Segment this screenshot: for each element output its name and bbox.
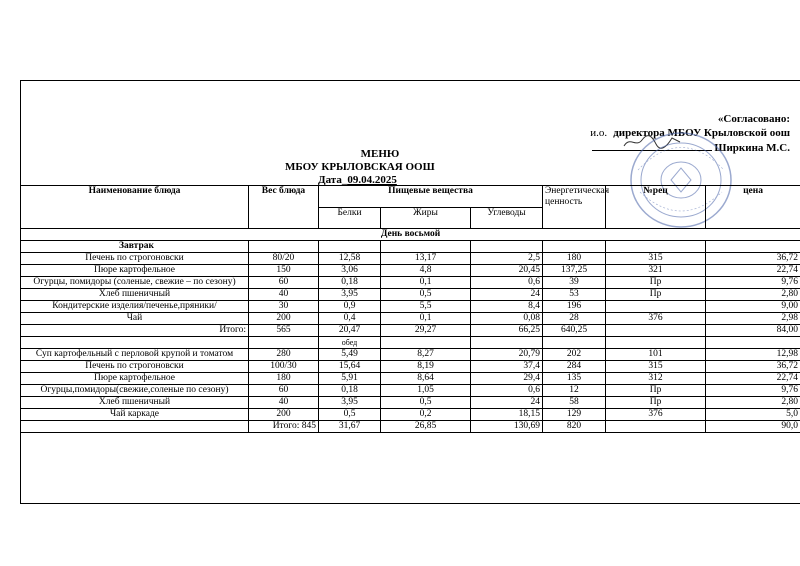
dish-energy: 53	[543, 289, 606, 301]
dish-weight: 60	[249, 277, 319, 289]
breakfast-row	[21, 253, 800, 265]
lunch-total-price: 90,0	[706, 421, 800, 433]
lunch-row	[21, 409, 800, 421]
dish-energy: 12	[543, 385, 606, 397]
dish-energy: 137,25	[543, 265, 606, 277]
dish-recipe: Пр	[606, 277, 706, 289]
dish-name: Хлеб пшеничный	[21, 397, 249, 409]
dish-name: Хлеб пшеничный	[21, 289, 249, 301]
col-price-header: цена	[706, 186, 800, 229]
dish-carbs: 24	[471, 397, 543, 409]
dish-price: 36,72	[706, 253, 800, 265]
dish-fat: 0,5	[381, 289, 471, 301]
lunch-total-fat: 26,85	[381, 421, 471, 433]
col-protein-header: Белки	[319, 207, 381, 229]
lunch-total-label: Итого: 845	[249, 421, 319, 433]
dish-fat: 1,05	[381, 385, 471, 397]
approval-heading: «Согласовано:	[717, 113, 790, 125]
lunch-total-row	[21, 421, 800, 433]
dish-price: 9,76	[706, 277, 800, 289]
dish-name: Печень по строгоновски	[21, 361, 249, 373]
breakfast-total-label: Итого:	[21, 325, 249, 337]
dish-fat: 0,1	[381, 313, 471, 325]
dish-fat: 0,5	[381, 397, 471, 409]
dish-name: Суп картофельный с перловой крупой и томатом	[21, 349, 249, 361]
col-name-header: Наименование блюда	[21, 186, 249, 229]
dish-price: 9,76	[706, 385, 800, 397]
dish-protein: 5,49	[319, 349, 381, 361]
dish-protein: 3,06	[319, 265, 381, 277]
dish-energy: 28	[543, 313, 606, 325]
dish-price: 22,74	[706, 265, 800, 277]
dish-energy: 129	[543, 409, 606, 421]
dish-carbs: 20,79	[471, 349, 543, 361]
dish-carbs: 18,15	[471, 409, 543, 421]
dish-protein: 3,95	[319, 289, 381, 301]
dish-price: 36,72	[706, 361, 800, 373]
breakfast-total-protein: 20,47	[319, 325, 381, 337]
dish-price: 2,80	[706, 289, 800, 301]
dish-protein: 15,64	[319, 361, 381, 373]
lunch-label: обед	[319, 337, 381, 349]
dish-recipe	[606, 301, 706, 313]
menu-date: Дата_09.04.2025	[318, 174, 397, 186]
col-fat-header: Жиры	[381, 207, 471, 229]
dish-price: 5,0	[706, 409, 800, 421]
breakfast-total-weight: 565	[249, 325, 319, 337]
menu-title: МЕНЮ	[360, 148, 400, 160]
dish-fat: 0,1	[381, 277, 471, 289]
lunch-total-carbs: 130,69	[471, 421, 543, 433]
dish-protein: 0,9	[319, 301, 381, 313]
dish-energy: 284	[543, 361, 606, 373]
dish-recipe: 101	[606, 349, 706, 361]
dish-weight: 200	[249, 409, 319, 421]
breakfast-label: Завтрак	[21, 241, 249, 253]
lunch-row	[21, 361, 800, 373]
dish-weight: 40	[249, 289, 319, 301]
dish-carbs: 37,4	[471, 361, 543, 373]
dish-energy: 202	[543, 349, 606, 361]
dish-protein: 5,91	[319, 373, 381, 385]
breakfast-rows	[21, 253, 800, 325]
lunch-label-row	[21, 337, 800, 349]
dish-protein: 12,58	[319, 253, 381, 265]
dish-protein: 0,18	[319, 277, 381, 289]
dish-fat: 8,64	[381, 373, 471, 385]
dish-carbs: 0,08	[471, 313, 543, 325]
date-label: Дата	[318, 174, 342, 186]
school-name: МБОУ КРЫЛОВСКАЯ ООШ	[285, 161, 435, 173]
dish-weight: 200	[249, 313, 319, 325]
dish-price: 22,74	[706, 373, 800, 385]
dish-recipe: Пр	[606, 385, 706, 397]
dish-name: Печень по строгоновски	[21, 253, 249, 265]
breakfast-row	[21, 301, 800, 313]
col-nutrients-header: Пищевые вещества	[319, 186, 543, 208]
breakfast-total-fat: 29,27	[381, 325, 471, 337]
dish-name: Огурцы,помидоры(свежие,соленые по сезону)	[21, 385, 249, 397]
dish-name: Чай каркаде	[21, 409, 249, 421]
dish-fat: 0,2	[381, 409, 471, 421]
dish-energy: 196	[543, 301, 606, 313]
dish-weight: 280	[249, 349, 319, 361]
lunch-row	[21, 397, 800, 409]
col-recipe-header: №рец	[606, 186, 706, 229]
dish-recipe: Пр	[606, 289, 706, 301]
dish-energy: 58	[543, 397, 606, 409]
dish-fat: 5,5	[381, 301, 471, 313]
dish-carbs: 0,6	[471, 385, 543, 397]
dish-name: Пюре картофельное	[21, 373, 249, 385]
dish-name: Огурцы, помидоры (соленые, свежие – по сезону)	[21, 277, 249, 289]
lunch-total-protein: 31,67	[319, 421, 381, 433]
dish-protein: 0,5	[319, 409, 381, 421]
dish-fat: 8,19	[381, 361, 471, 373]
breakfast-total-carbs: 66,25	[471, 325, 543, 337]
day-label: День восьмой	[21, 229, 800, 241]
breakfast-total-row	[21, 325, 800, 337]
dish-recipe: 376	[606, 313, 706, 325]
dish-fat: 4,8	[381, 265, 471, 277]
lunch-total-energy: 820	[543, 421, 606, 433]
dish-carbs: 2,5	[471, 253, 543, 265]
dish-name: Кондитерские изделия/печенье,пряники/	[21, 301, 249, 313]
dish-price: 2,80	[706, 397, 800, 409]
dish-name: Пюре картофельное	[21, 265, 249, 277]
dish-price: 12,98	[706, 349, 800, 361]
dish-carbs: 24	[471, 289, 543, 301]
dish-recipe: 315	[606, 361, 706, 373]
dish-weight: 40	[249, 397, 319, 409]
dish-weight: 100/30	[249, 361, 319, 373]
dish-protein: 0,4	[319, 313, 381, 325]
approval-position-text: директора МБОУ Крыловской оош	[613, 127, 790, 139]
dish-name: Чай	[21, 313, 249, 325]
lunch-row	[21, 349, 800, 361]
breakfast-row	[21, 313, 800, 325]
col-weight-header: Вес блюда	[249, 186, 319, 229]
dish-carbs: 8,4	[471, 301, 543, 313]
day-row	[21, 229, 800, 241]
dish-fat: 8,27	[381, 349, 471, 361]
dish-recipe: 376	[606, 409, 706, 421]
lunch-rows	[21, 349, 800, 421]
breakfast-label-row	[21, 241, 800, 253]
approval-signer-name: Ширкина М.С.	[714, 142, 790, 154]
dish-weight: 150	[249, 265, 319, 277]
dish-recipe: Пр	[606, 397, 706, 409]
lunch-row	[21, 373, 800, 385]
dish-recipe: 321	[606, 265, 706, 277]
col-energy-header: Энергетическая ценность	[543, 186, 606, 229]
dish-carbs: 29,4	[471, 373, 543, 385]
dish-energy: 39	[543, 277, 606, 289]
breakfast-total-energy: 640,25	[543, 325, 606, 337]
menu-table	[20, 185, 800, 433]
dish-price: 9,00	[706, 301, 800, 313]
dish-recipe: 312	[606, 373, 706, 385]
dish-protein: 0,18	[319, 385, 381, 397]
breakfast-row	[21, 265, 800, 277]
dish-recipe: 315	[606, 253, 706, 265]
dish-carbs: 0,6	[471, 277, 543, 289]
col-carbs-header: Углеводы	[471, 207, 543, 229]
approval-position-prefix: и.о.	[590, 127, 608, 139]
header-row	[21, 186, 800, 208]
dish-fat: 13,17	[381, 253, 471, 265]
lunch-row	[21, 385, 800, 397]
dish-weight: 180	[249, 373, 319, 385]
dish-weight: 30	[249, 301, 319, 313]
dish-price: 2,98	[706, 313, 800, 325]
dish-energy: 135	[543, 373, 606, 385]
dish-weight: 60	[249, 385, 319, 397]
breakfast-row	[21, 277, 800, 289]
dish-weight: 80/20	[249, 253, 319, 265]
dish-carbs: 20,45	[471, 265, 543, 277]
breakfast-row	[21, 289, 800, 301]
dish-protein: 3,95	[319, 397, 381, 409]
dish-energy: 180	[543, 253, 606, 265]
breakfast-total-price: 84,00	[706, 325, 800, 337]
date-value: 09.04.2025	[347, 174, 397, 186]
